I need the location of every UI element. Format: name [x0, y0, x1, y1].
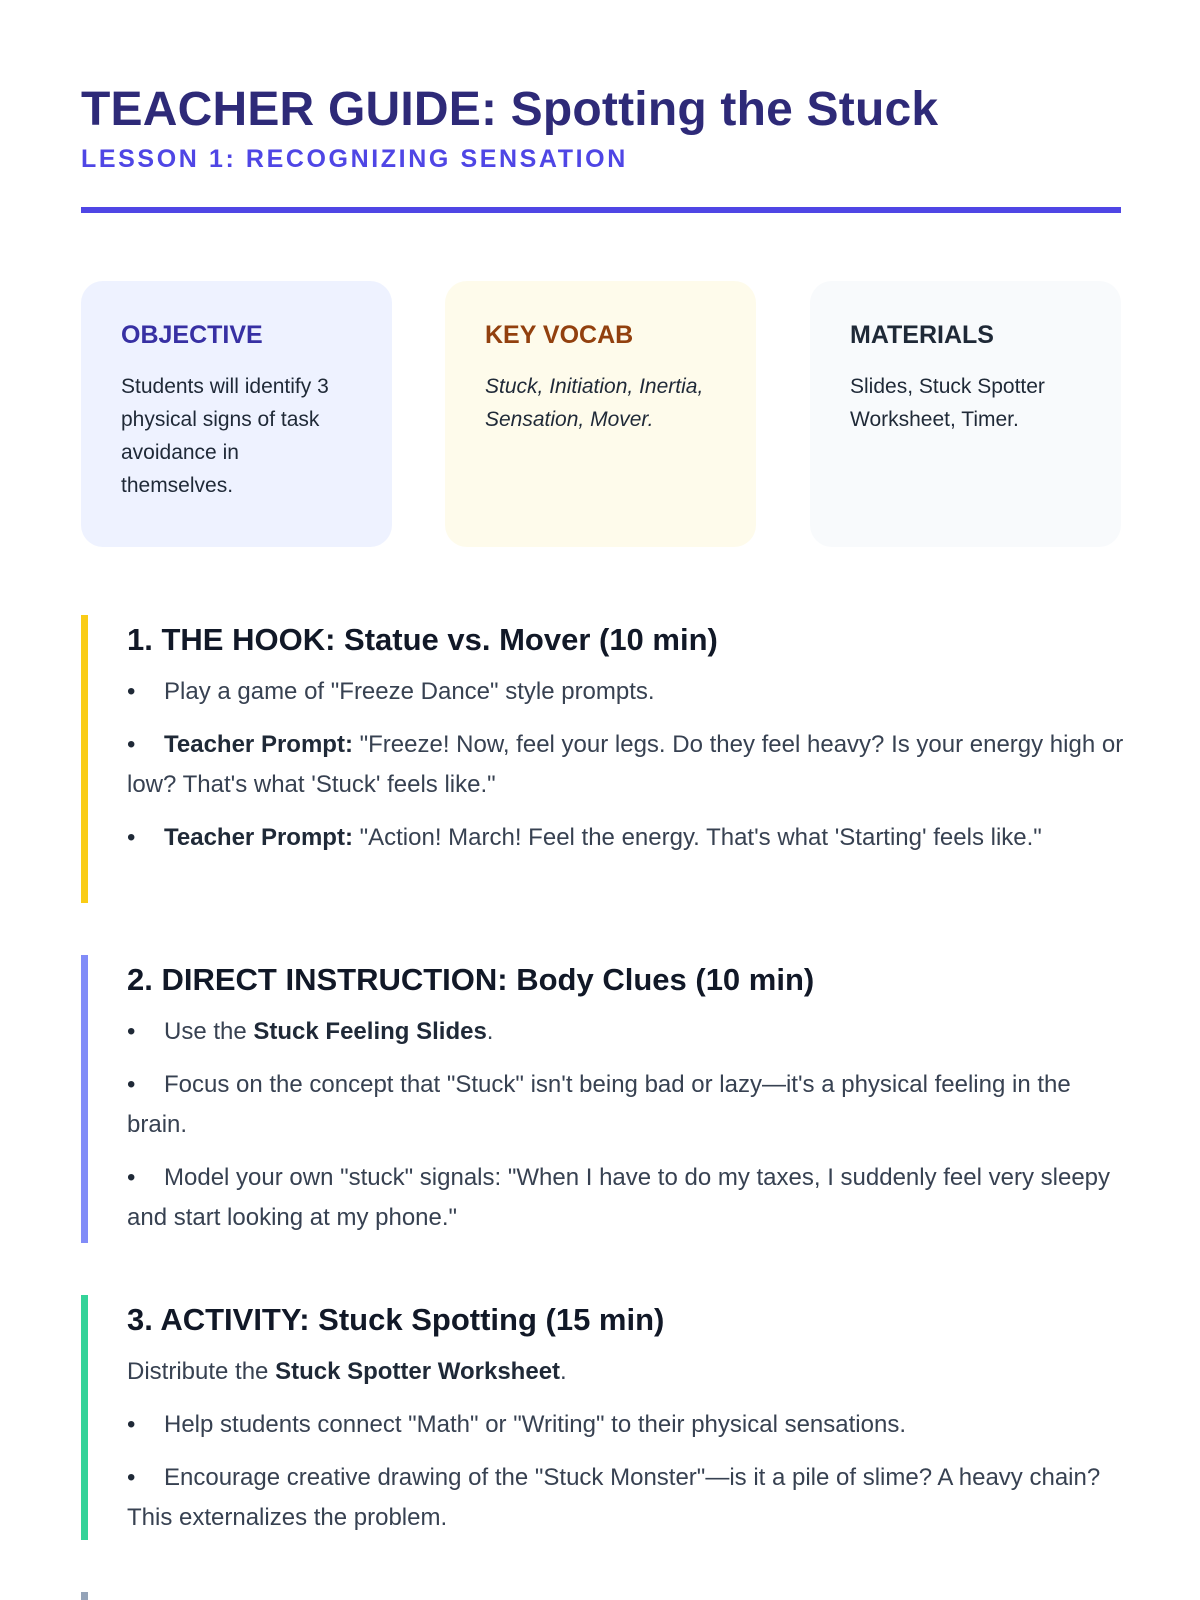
list-item: • Encourage creative drawing of the "Stuck Monster"—is it a pile of slime? A heavy chain? This externalizes the problem.: [127, 1464, 1101, 1531]
section-accent-bar: [81, 615, 88, 903]
list-item: • Play a game of "Freeze Dance" style prompts.: [127, 678, 655, 705]
list-item: • Model your own "stuck" signals: "When I have to do my taxes, I suddenly feel very sleepy and start looking at my phone.": [127, 1164, 1111, 1231]
section-direct-instruction: [81, 955, 1121, 1243]
objective-card-title: OBJECTIVE: [121, 321, 263, 349]
section-next-partial: [81, 1592, 1121, 1600]
info-cards: [81, 281, 1121, 547]
list-item: • Teacher Prompt: "Action! March! Feel the energy. That's what 'Starting' feels like.": [127, 824, 1042, 851]
objective-card-text: Students will identify 3 physical signs of task avoidance in themselves.: [121, 375, 329, 497]
page-title: TEACHER GUIDE: Spotting the Stuck: [81, 83, 939, 136]
section-activity: [81, 1295, 1121, 1540]
vocab-card-title: KEY VOCAB: [485, 321, 634, 349]
vocab-card: [445, 281, 756, 547]
materials-card: [810, 281, 1121, 547]
lesson-subtitle: LESSON 1: RECOGNIZING SENSATION: [81, 145, 628, 173]
materials-card-title: MATERIALS: [850, 321, 994, 349]
header-divider: [81, 207, 1121, 213]
section-title: 1. THE HOOK: Statue vs. Mover (10 min): [127, 622, 718, 657]
section-accent-bar: [81, 1295, 88, 1540]
section-accent-bar: [81, 1592, 88, 1600]
materials-card-text: Slides, Stuck Spotter Worksheet, Timer.: [850, 375, 1045, 431]
section-accent-bar: [81, 955, 88, 1243]
list-item: • Use the Stuck Feeling Slides.: [127, 1018, 494, 1045]
objective-card: [81, 281, 392, 547]
section-title: 2. DIRECT INSTRUCTION: Body Clues (10 min): [127, 962, 815, 997]
list-item: • Focus on the concept that "Stuck" isn't being bad or lazy—it's a physical feeling in the brain.: [127, 1071, 1071, 1138]
section-hook: [81, 615, 1124, 903]
list-item: • Teacher Prompt: "Freeze! Now, feel your legs. Do they feel heavy? Is your energy high or low? That's what 'Stuck' feels like.": [127, 731, 1124, 798]
section-title: 3. ACTIVITY: Stuck Spotting (15 min): [127, 1302, 665, 1337]
vocab-card-text: Stuck, Initiation, Inertia, Sensation, Mover.: [485, 375, 704, 431]
section-lead-text: Distribute the Stuck Spotter Worksheet.: [127, 1358, 567, 1385]
list-item: • Help students connect "Math" or "Writing" to their physical sensations.: [127, 1411, 906, 1438]
